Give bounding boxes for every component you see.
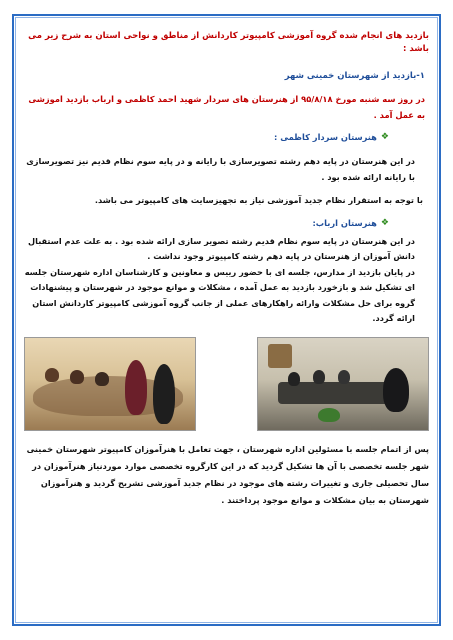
school-2-title: هنرستان ارباب: [312,217,377,228]
photo-row [24,337,429,429]
checkmark-icon: ❖ [380,132,389,142]
section-1-title: ۱-بازدید از شهرستان خمینی شهر [284,71,425,81]
school-1-heading [24,131,429,144]
school-2-paragraph-2: در پایان بازدید از مدارس، جلسه ای با حضور رییس و معاونین و کارشناسان اداره شهرستان جلسه ای تشکیل شد و بازخورد بازدید به عمل آمده ، مشکلات و موانع موجود در شهرستان و پیشنهادات گروه برای حل مشکلات وارائه راهکارهای عملی از جانب گروه آموزشی کامپیوتر کاردانش استان ارائه گردد. [24,266,415,323]
school-2-heading [24,217,429,230]
school-2-paragraph-1: در این هنرستان در پایه سوم نظام قدیم رشته تصویر سازی ارائه شده بود . به علت عدم استقبال دانش آموزان از هنرستان در پایه دهم رشته کامپیوتر وجود نداشت . [28,235,415,261]
school-1-paragraph-2: با توجه به استقرار نظام جدید آموزشی نیاز به تجهیزسایت های کامپیوتر می باشد. [94,195,423,205]
document-content [24,30,429,509]
school-1-title: هنرستان سردار کاظمی : [273,132,377,142]
intro-heading: بازدید های انجام شده گروه آموزشی کامپیوتر کاردانش از مناطق و نواحی استان به شرح زیر می باشد : [28,31,429,54]
section-1-paragraph: در روز سه شنبه مورخ ۹۵/۸/۱۸ از هنرستان های سردار شهید احمد کاظمی و ارباب بازدید اموزشی به عمل آمد . [28,94,425,120]
closing-paragraph: پس از اتمام جلسه با مسئولین اداره شهرستان ، جهت تعامل با هنرآموزان کامپیوتر شهرستان خمینی شهر جلسه تخصصی با آن ها تشکیل گردید که در این کارگروه تخصصی موارد موردنیاز هنرآموزان در سال تحصیلی جاری و تغییرات رشته های موجود در نظام جدید آموزشی تشریح گردید و هنرآموزان شهرستان به بیان مشکلات و موانع موجود پرداختند . [26,443,429,505]
checkmark-icon: ❖ [380,217,389,228]
meeting-photo [257,337,429,431]
school-1-paragraph-1: در این هنرستان در پایه دهم رشته تصویرسازی با رایانه و در پایه سوم نظام قدیم نیز تصویرسازی با رایانه ارائه شده بود . [26,156,415,182]
classroom-photo [24,337,196,431]
